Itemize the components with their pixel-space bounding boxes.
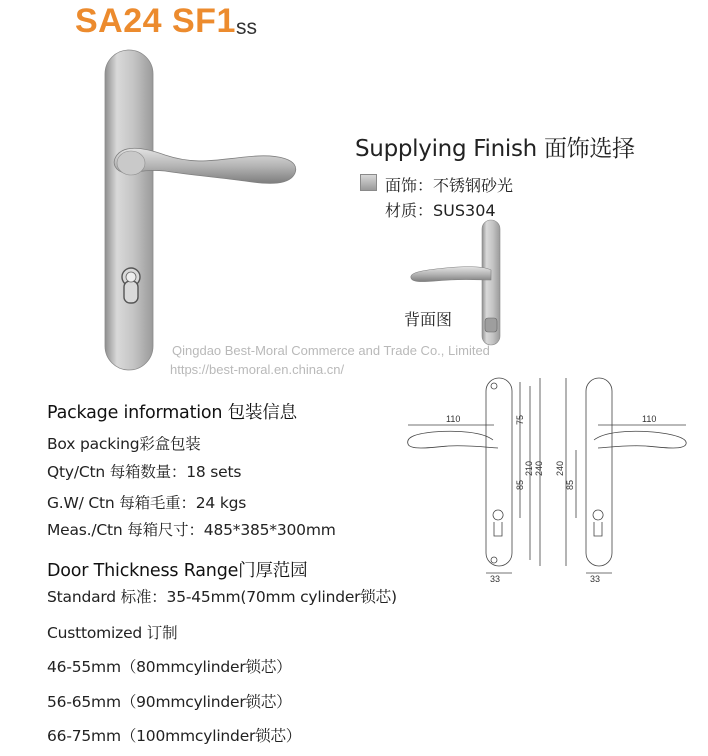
dim-240: 240 [534, 460, 544, 476]
dim-210: 210 [524, 460, 534, 476]
finish-swatch [360, 174, 377, 191]
door-line: Custtomized 订制 [47, 624, 178, 642]
dim-33: 33 [590, 574, 601, 584]
package-line: Box packing彩盒包装 [47, 435, 201, 453]
package-line: Qty/Ctn 每箱数量：18 sets [47, 463, 242, 481]
drawing-plate-left [486, 378, 512, 566]
supplying-finish-title: Supplying Finish 面饰选择 [355, 136, 635, 162]
drawing-plate-right [586, 378, 612, 566]
cylinder-hole [122, 268, 140, 303]
drawing-handle-left [408, 431, 498, 448]
watermark-company: Qingdao Best-Moral Commerce and Trade Co., Limited [172, 343, 490, 358]
watermark-url: https://best-moral.en.china.cn/ [170, 362, 345, 377]
package-line: Meas./Ctn 每箱尺寸：485*385*300mm [47, 521, 336, 539]
material-suffix: ss [236, 16, 257, 39]
product-photo [95, 45, 310, 375]
door-thickness-heading: Door Thickness Range门厚范园 [47, 561, 308, 581]
back-view-label: 背面图 [404, 310, 453, 329]
product-model-title: SA24 SF1 [75, 2, 236, 40]
dim-240: 240 [555, 460, 565, 476]
door-line: 66-75mm（100mmcylinder锁芯） [47, 727, 302, 745]
package-line: G.W/ Ctn 每箱毛重：24 kgs [47, 494, 247, 512]
backplate [105, 50, 153, 370]
door-line: 56-65mm（90mmcylinder锁芯） [47, 693, 292, 711]
dim-85: 85 [565, 479, 575, 490]
dim-110: 110 [642, 414, 657, 424]
finish-material: 材质：SUS304 [385, 201, 496, 220]
drawing-handle-right [594, 431, 686, 448]
dim-110: 110 [446, 414, 461, 424]
finish-surface: 面饰：不锈钢砂光 [385, 176, 514, 195]
dim-75: 75 [515, 414, 525, 425]
door-line: Standard 标准：35-45mm(70mm cylinder锁芯) [47, 588, 397, 606]
package-heading: Package information 包装信息 [47, 403, 297, 423]
door-line: 46-55mm（80mmcylinder锁芯） [47, 658, 292, 676]
dim-33: 33 [490, 574, 501, 584]
dim-85: 85 [515, 479, 525, 490]
technical-drawing [398, 370, 698, 585]
